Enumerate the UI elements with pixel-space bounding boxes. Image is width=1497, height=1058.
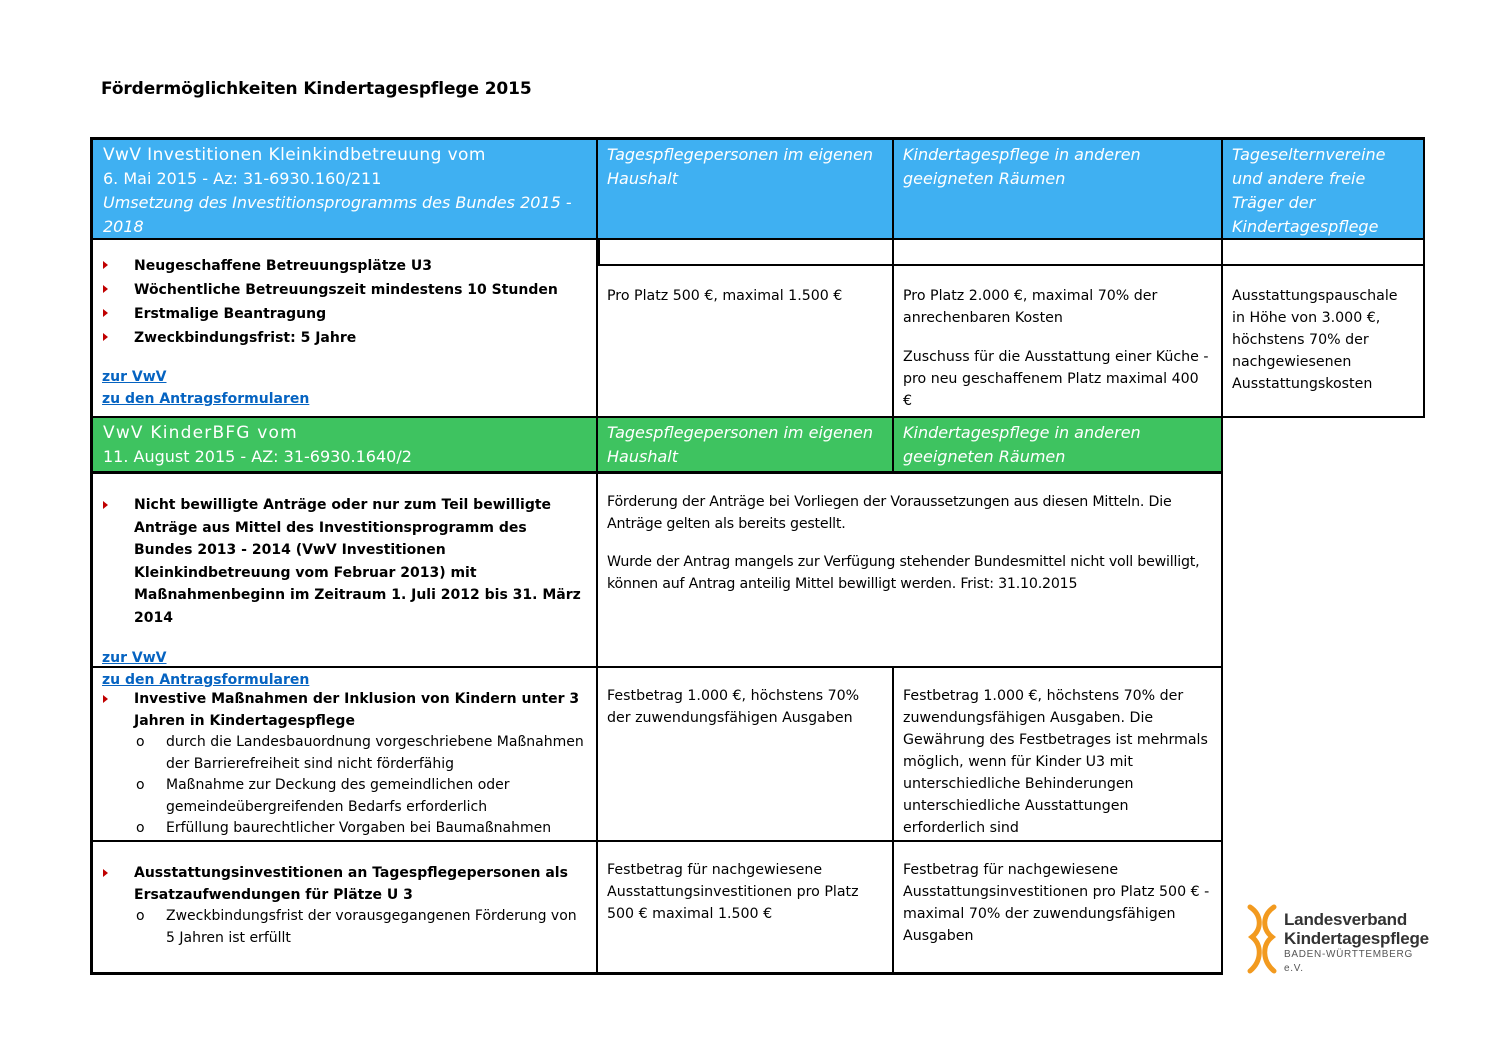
section2-row1-text2: Wurde der Antrag mangels zur Verfügung stehender Bundesmittel nicht voll bewilligt, können auf Antrag anteilig Mittel bewilligt werden. Frist: 31.10.2015: [607, 554, 1200, 592]
link-zur-vwv[interactable]: zur VwV: [102, 650, 167, 666]
section1-col2-text2: Zuschuss für die Ausstattung einer Küche - pro neu geschaffenem Platz maximal 400 €: [903, 349, 1209, 409]
section2-row2-bullet: Investive Maßnahmen der Inklusion von Kindern unter 3 Jahren in Kindertagespflege: [134, 691, 580, 729]
section1-col2-cell: [894, 266, 1223, 418]
section2-row1-merged-cell: [598, 471, 1223, 668]
section2-row3-col2-text: Festbetrag für nachgewiesene Ausstattungsinvestitionen pro Platz 500 € - maximal 70% der zuwendungsfähigen Ausgaben: [903, 862, 1210, 944]
section1-criteria: [90, 238, 598, 418]
section2-row1-text1: Förderung der Anträge bei Vorliegen der Voraussetzungen aus diesen Mitteln. Die Anträge gelten als bereits gestellt.: [607, 494, 1172, 532]
section1-header-col2-text: Kindertagespflege in anderen geeigneten Räumen: [903, 145, 1141, 188]
list-item: [102, 688, 587, 840]
logo-line3: BADEN-WÜRTTEMBERG e.V.: [1284, 949, 1413, 974]
list-item: Erstmalige Beantragung: [102, 302, 587, 326]
sub-list-item: o Erfüllung baurechtlicher Vorgaben bei Baumaßnahmen: [102, 818, 587, 840]
sub-list-item: o Maßnahme zur Deckung des gemeindlichen oder gemeindeübergreifenden Bedarfs erforderlich: [102, 775, 587, 818]
section2-row3-bullet: Ausstattungsinvestitionen an Tagespflegepersonen als Ersatzaufwendungen für Plätze U 3: [134, 865, 568, 903]
section1-header-col3-text: Tageselternvereine und andere freie Träger der Kindertagespflege: [1232, 145, 1386, 236]
link-zur-vwv[interactable]: zur VwV: [102, 369, 167, 385]
section2-header-col2: [894, 418, 1223, 471]
section1-col3-cell: [1223, 266, 1425, 418]
section2-row2-col2-cell: [894, 668, 1223, 842]
section1-header-line2: 6. Mai 2015 - Az: 31-6930.160/211: [103, 169, 382, 188]
section1-header-line1: VwV Investitionen Kleinkindbetreuung vom: [103, 145, 486, 165]
section2-row3-col2-cell: [894, 842, 1223, 975]
section2-header-line2: 11. August 2015 - AZ: 31-6930.1640/2: [103, 447, 412, 466]
link-antragsformulare[interactable]: zu den Antragsformularen: [102, 672, 310, 688]
section2-row3-col1-text: Festbetrag für nachgewiesene Ausstattungsinvestitionen pro Platz 500 € maximal 1.500 €: [607, 862, 859, 922]
section1-header-col1-text: Tagespflegepersonen im eigenen Haushalt: [607, 145, 874, 188]
section2-row3-criteria: [90, 842, 598, 975]
sub-list-item: o durch die Landesbauordnung vorgeschriebene Maßnahmen der Barrierefreiheit sind nicht förderfähig: [102, 732, 587, 775]
section1-col1-cell: [598, 266, 894, 418]
section1-col2-text1: Pro Platz 2.000 €, maximal 70% der anrechenbaren Kosten: [903, 288, 1158, 326]
section1-col3-text: Ausstattungspauschale in Höhe von 3.000 €, höchstens 70% der nachgewiesenen Ausstattungskosten: [1232, 288, 1398, 392]
section2-header-col1: [598, 418, 894, 471]
section2-row1-criteria: [90, 471, 598, 688]
logo-line2: Kindertagespflege: [1284, 929, 1429, 948]
section2-row2-col1-text: Festbetrag 1.000 €, höchstens 70% der zuwendungsfähigen Ausgaben: [607, 688, 860, 726]
section2-row2-col1-cell: [598, 668, 894, 842]
link-antragsformulare[interactable]: zu den Antragsformularen: [102, 391, 310, 407]
sub-list-item: o Zweckbindungsfrist der vorausgegangenen Förderung von 5 Jahren ist erfüllt: [102, 906, 587, 949]
section2-row3-col1-cell: [598, 842, 894, 975]
list-item: Zweckbindungsfrist: 5 Jahre: [102, 326, 587, 350]
section2-header-line1: VwV KinderBFG vom: [103, 423, 298, 443]
document-title: Fördermöglichkeiten Kindertagespflege 2015: [101, 79, 532, 99]
list-item: Wöchentliche Betreuungszeit mindestens 10 Stunden: [102, 278, 587, 302]
list-item: Nicht bewilligte Anträge oder nur zum Teil bewilligte Anträge aus Mittel des Investitionsprogramm des Bundes 2013 - 2014 (VwV Investitionen Kleinkindbetreuung vom Februar 2013) mit Maßnahmenbeginn im Zeitraum 1. Juli 2012 bis 31. März 2014: [102, 494, 587, 629]
section1-spacer-col1: [598, 238, 894, 266]
section1-header-col3: [1223, 137, 1425, 238]
section1-col1-text: Pro Platz 500 €, maximal 1.500 €: [607, 288, 843, 304]
list-item: Neugeschaffene Betreuungsplätze U3: [102, 254, 587, 278]
logo-mark-icon: [1244, 903, 1280, 975]
section2-row2-col2-text: Festbetrag 1.000 €, höchstens 70% der zuwendungsfähigen Ausgaben. Die Gewährung des Festbetrages ist mehrmals möglich, wenn für Kinder U3 mit unterschiedliche Behinderungen unterschiedliche Ausstattungen erforderlich sind: [903, 688, 1208, 836]
section2-row2-criteria: [90, 668, 598, 842]
section2-header-col1-text: Tagespflegepersonen im eigenen Haushalt: [607, 423, 874, 466]
section1-header-line3: Umsetzung des Investitionsprogramms des Bundes 2015 - 2018: [103, 193, 572, 236]
list-item: [102, 862, 587, 949]
section2-header-col2-text: Kindertagespflege in anderen geeigneten Räumen: [903, 423, 1141, 466]
logo-line1: Landesverband: [1284, 910, 1408, 929]
section2-header: [90, 418, 598, 471]
section1-spacer-col2: [894, 238, 1223, 266]
section1-header: [90, 137, 598, 238]
section1-header-col2: [894, 137, 1223, 238]
section1-header-col1: [598, 137, 894, 238]
landesverband-logo: [1244, 903, 1434, 975]
section1-spacer-col3: [1223, 238, 1425, 266]
